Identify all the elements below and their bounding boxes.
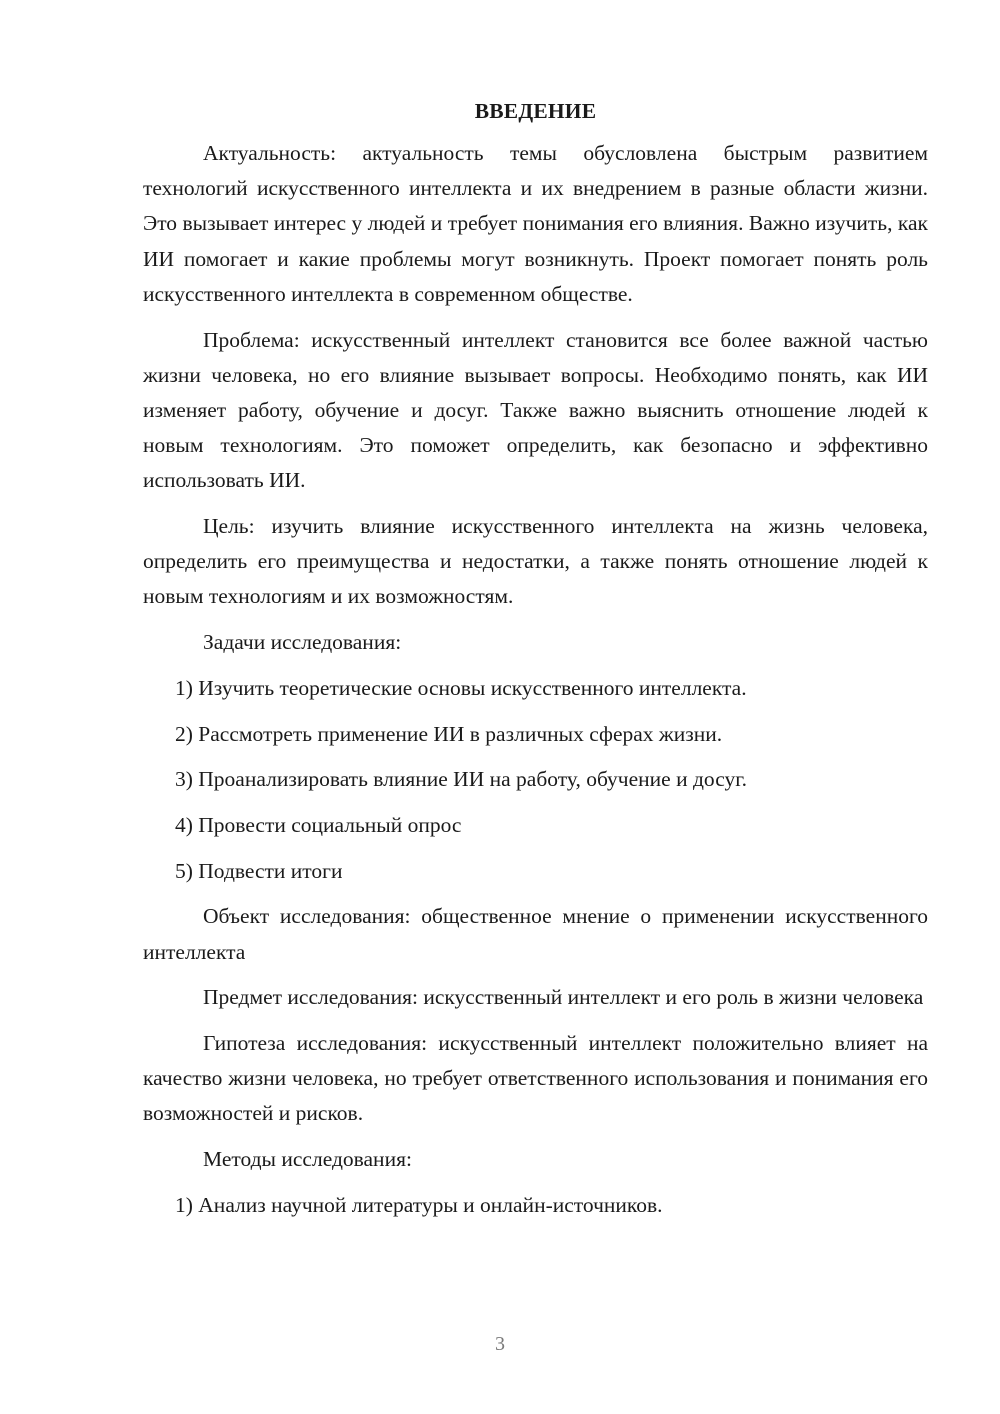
hypothesis-paragraph: Гипотеза исследования: искусственный интеллект положительно влияет на качество жизни человека, но требует ответственного использования и понимания его возможностей и рисков. xyxy=(143,1030,928,1126)
list-item: 2) Рассмотреть применение ИИ в различных сферах жизни. xyxy=(175,721,723,746)
methods-list xyxy=(143,1188,928,1223)
list-item: 1) Изучить теоретические основы искусственного интеллекта. xyxy=(175,675,747,700)
relevance-paragraph: Актуальность: актуальность темы обусловлена быстрым развитием технологий искусственного интеллекта и их внедрением в разные области жизни. Это вызывает интерес у людей и требует понимания его влияния. Важно изучить, как ИИ помогает и какие проблемы могут возникнуть. Проект помогает понять роль искусственного интеллекта в современном обществе. xyxy=(143,141,928,306)
tasks-list xyxy=(143,671,928,889)
list-item: 3) Проанализировать влияние ИИ на работу, обучение и досуг. xyxy=(175,767,747,792)
tasks-heading: Задачи исследования: xyxy=(203,630,402,655)
page-title: ВВЕДЕНИЕ xyxy=(474,99,597,123)
subject-paragraph: Предмет исследования: искусственный интеллект и его роль в жизни человека xyxy=(203,985,924,1010)
goal-paragraph: Цель: изучить влияние искусственного интеллекта на жизнь человека, определить его преимущества и недостатки, а также понять отношение людей к новым технологиям и их возможностям. xyxy=(143,514,928,609)
page-number: 3 xyxy=(495,1333,505,1355)
list-item: 4) Провести социальный опрос xyxy=(175,812,462,837)
page-content xyxy=(143,96,928,1233)
object-paragraph: Объект исследования: общественное мнение о применении искусственного интеллекта xyxy=(143,904,928,964)
list-item: 1) Анализ научной литературы и онлайн-источников. xyxy=(175,1192,663,1217)
list-item: 5) Подвести итоги xyxy=(175,858,343,883)
problem-paragraph: Проблема: искусственный интеллект становится все более важной частью жизни человека, но его влияние вызывает вопросы. Необходимо понять, как ИИ изменяет работу, обучение и досуг. Также важно выяснить отношение людей к новым технологиям. Это поможет определить, как безопасно и эффективно использовать ИИ. xyxy=(143,327,928,493)
methods-heading: Методы исследования: xyxy=(203,1147,412,1172)
